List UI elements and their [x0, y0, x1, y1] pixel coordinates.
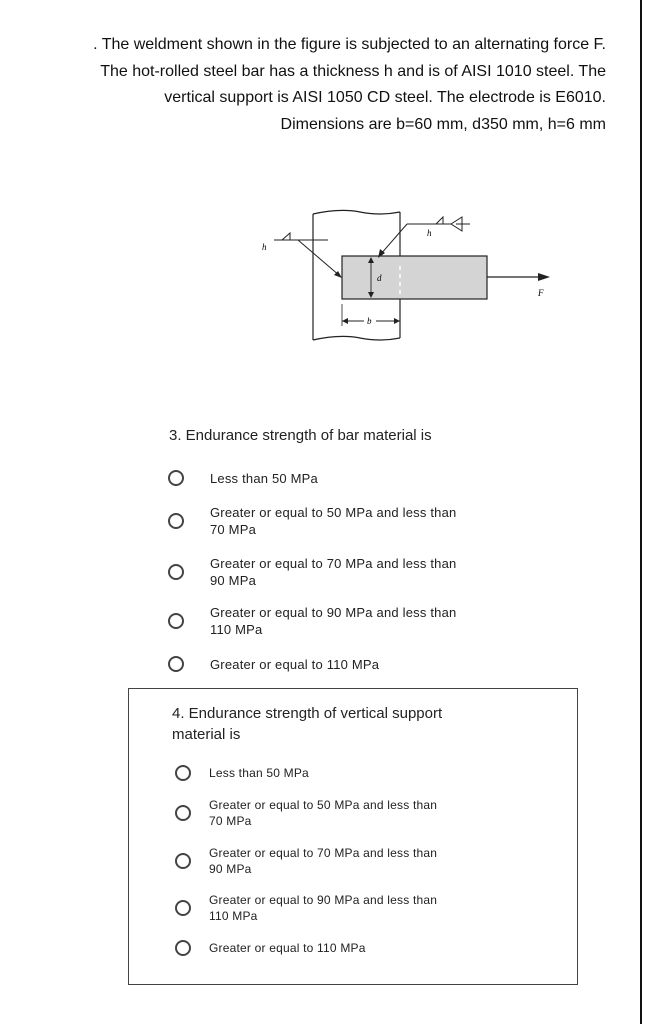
- radio-button[interactable]: [168, 513, 184, 529]
- option-label: Greater or equal to 50 MPa and less than: [209, 798, 438, 812]
- option-label-continued: 90 MPa: [209, 862, 252, 876]
- q3-option-2[interactable]: [168, 504, 456, 538]
- radio-button[interactable]: [175, 900, 191, 916]
- option-label: Less than 50 MPa: [210, 471, 318, 486]
- intro-line: . The weldment shown in the figure is subjected to an alternating force F.: [93, 36, 606, 53]
- weld-fillet-symbol-right: [436, 217, 443, 224]
- option-label-continued: 70 MPa: [210, 522, 257, 537]
- question-3: [168, 425, 588, 672]
- question-4-title: [172, 703, 552, 745]
- intro-line: The hot-rolled steel bar has a thickness h and is of AISI 1010 steel. The: [100, 62, 606, 80]
- weld-h-label-left: h: [262, 242, 267, 252]
- option-label-continued: 110 MPa: [209, 909, 258, 923]
- b-arrow-left: [342, 318, 348, 324]
- d-label: d: [377, 273, 382, 283]
- option-label: Less than 50 MPa: [209, 766, 309, 780]
- b-arrow-right: [394, 318, 400, 324]
- support-top-break: [313, 210, 400, 214]
- q4-option-1[interactable]: [175, 765, 309, 781]
- option-label: Greater or equal to 90 MPa and less than: [209, 893, 438, 907]
- q4-option-3[interactable]: [175, 845, 437, 877]
- radio-button[interactable]: [175, 940, 191, 956]
- option-label-continued: 110 MPa: [210, 622, 263, 637]
- radio-button[interactable]: [175, 805, 191, 821]
- force-label: F: [538, 288, 544, 298]
- intro-line: vertical support is AISI 1050 CD steel. The electrode is E6010.: [164, 89, 606, 106]
- option-label: Greater or equal to 70 MPa and less than: [210, 556, 457, 571]
- question-4-title-line: material is: [172, 726, 241, 743]
- weld-leader-left: [298, 240, 340, 276]
- b-label: b: [367, 316, 372, 326]
- radio-button[interactable]: [175, 853, 191, 869]
- option-label: Greater or equal to 110 MPa: [209, 941, 366, 955]
- weld-fillet-symbol-left: [282, 233, 290, 240]
- radio-button[interactable]: [175, 765, 191, 781]
- question-3-title: 3. Endurance strength of bar material is: [169, 427, 432, 444]
- option-label-continued: 90 MPa: [210, 573, 257, 588]
- q3-option-3[interactable]: [168, 555, 456, 589]
- problem-statement: [0, 32, 606, 138]
- force-arrowhead: [538, 273, 550, 281]
- q4-option-4[interactable]: [175, 892, 437, 924]
- weld-h-label-right: h: [427, 228, 432, 238]
- q3-option-1[interactable]: [168, 470, 318, 487]
- radio-button[interactable]: [168, 470, 184, 486]
- radio-button[interactable]: [168, 656, 184, 672]
- weld-leader-right: [380, 224, 407, 255]
- option-label: Greater or equal to 90 MPa and less than: [210, 605, 457, 620]
- radio-button[interactable]: [168, 564, 184, 580]
- q3-option-5[interactable]: [168, 656, 379, 673]
- option-label: Greater or equal to 110 MPa: [210, 657, 380, 672]
- option-label: Greater or equal to 70 MPa and less than: [209, 846, 438, 860]
- question-4-title-line: 4. Endurance strength of vertical support: [172, 705, 443, 722]
- question-4: [128, 688, 578, 985]
- intro-line: Dimensions are b=60 mm, d350 mm, h=6 mm: [280, 115, 606, 133]
- q4-option-5[interactable]: [175, 940, 366, 956]
- support-bottom-break: [313, 336, 400, 340]
- option-label-continued: 70 MPa: [209, 814, 252, 828]
- weldment-figure: [240, 200, 560, 350]
- option-label: Greater or equal to 50 MPa and less than: [210, 505, 457, 520]
- steel-bar: [342, 256, 487, 299]
- q3-option-4[interactable]: [168, 604, 456, 638]
- q4-option-2[interactable]: [175, 797, 437, 829]
- page-right-border: [640, 0, 642, 1024]
- radio-button[interactable]: [168, 613, 184, 629]
